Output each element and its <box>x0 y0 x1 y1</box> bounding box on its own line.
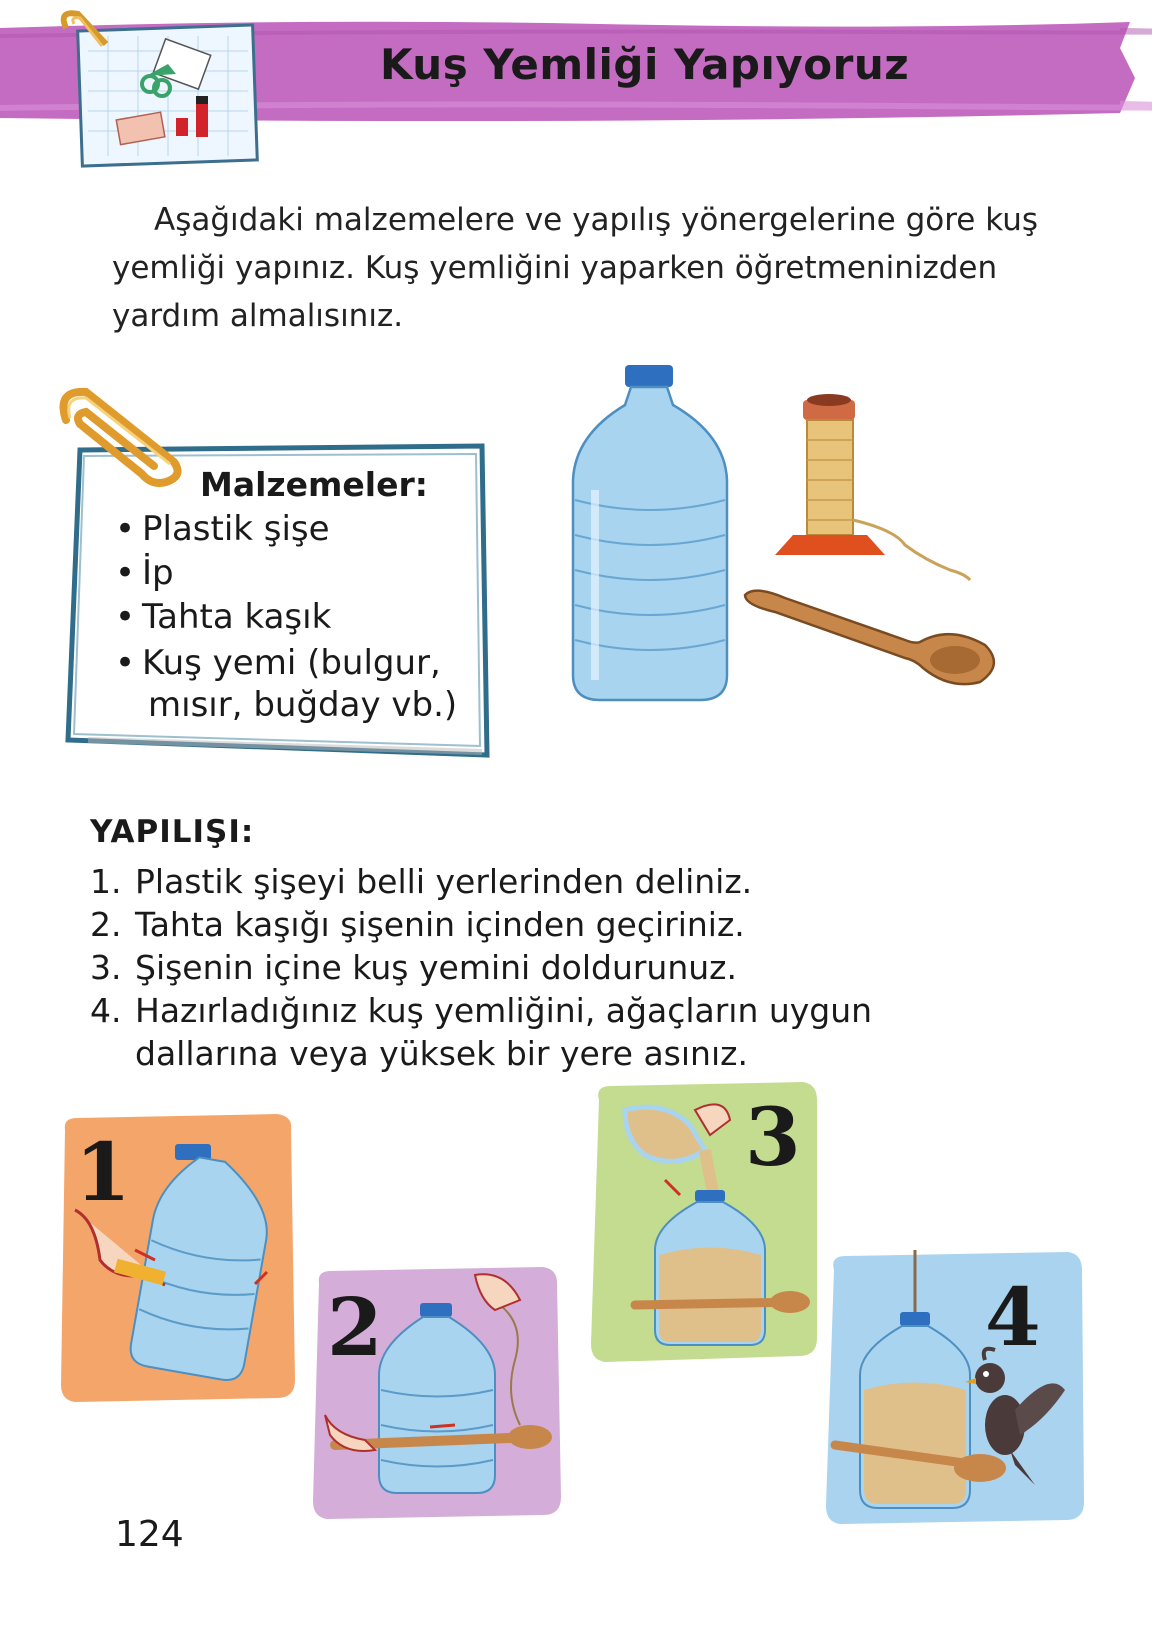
material-item: • Plastik şişe <box>115 510 457 548</box>
material-item: • Kuş yemi (bulgur, mısır, buğday vb.) <box>115 642 457 726</box>
page-number: 124 <box>115 1514 184 1555</box>
intro-paragraph <box>112 196 1062 340</box>
intro-line-1: Aşağıdaki malzemelere ve yapılış yönergelerine göre kuş <box>154 202 1038 238</box>
plastic-bottle-icon <box>573 365 727 700</box>
material-item: • İp <box>115 554 457 592</box>
intro-line-3: yardım almalısınız. <box>112 298 404 334</box>
instruction-step: dallarına veya yüksek bir yere asınız. <box>135 1034 748 1073</box>
instruction-step: 1. Plastik şişeyi belli yerlerinden deliniz. <box>90 862 753 901</box>
instruction-step: 4. Hazırladığınız kuş yemliğini, ağaçların uygun <box>90 991 873 1030</box>
materials-illustration <box>555 360 1015 710</box>
wooden-spoon-icon <box>745 591 994 684</box>
craft-icon <box>58 6 268 176</box>
paperclip-icon <box>56 380 186 490</box>
step-card-1 <box>55 1110 300 1410</box>
step-card-4 <box>820 1250 1090 1530</box>
materials-title: Malzemeler: <box>200 465 428 504</box>
materials-list <box>115 510 457 732</box>
instructions-heading: YAPILIŞI: <box>90 814 255 850</box>
step-card-label: 3 <box>745 1090 801 1184</box>
step-card-label: 4 <box>985 1270 1041 1364</box>
instruction-step: 3. Şişenin içine kuş yemini doldurunuz. <box>90 948 737 987</box>
thread-spool-icon <box>775 394 970 580</box>
instructions-list <box>90 860 990 1075</box>
step-card-label: 1 <box>75 1125 131 1219</box>
instruction-step: 2. Tahta kaşığı şişenin içinden geçiriniz. <box>90 905 745 944</box>
step-card-2 <box>305 1265 565 1525</box>
page-title: Kuş Yemliği Yapıyoruz <box>380 40 910 89</box>
step-card-3 <box>585 1080 820 1370</box>
material-item: • Tahta kaşık <box>115 598 457 636</box>
step-card-label: 2 <box>327 1280 383 1374</box>
intro-line-2: yemliği yapınız. Kuş yemliğini yaparken öğretmeninizden <box>112 250 998 286</box>
